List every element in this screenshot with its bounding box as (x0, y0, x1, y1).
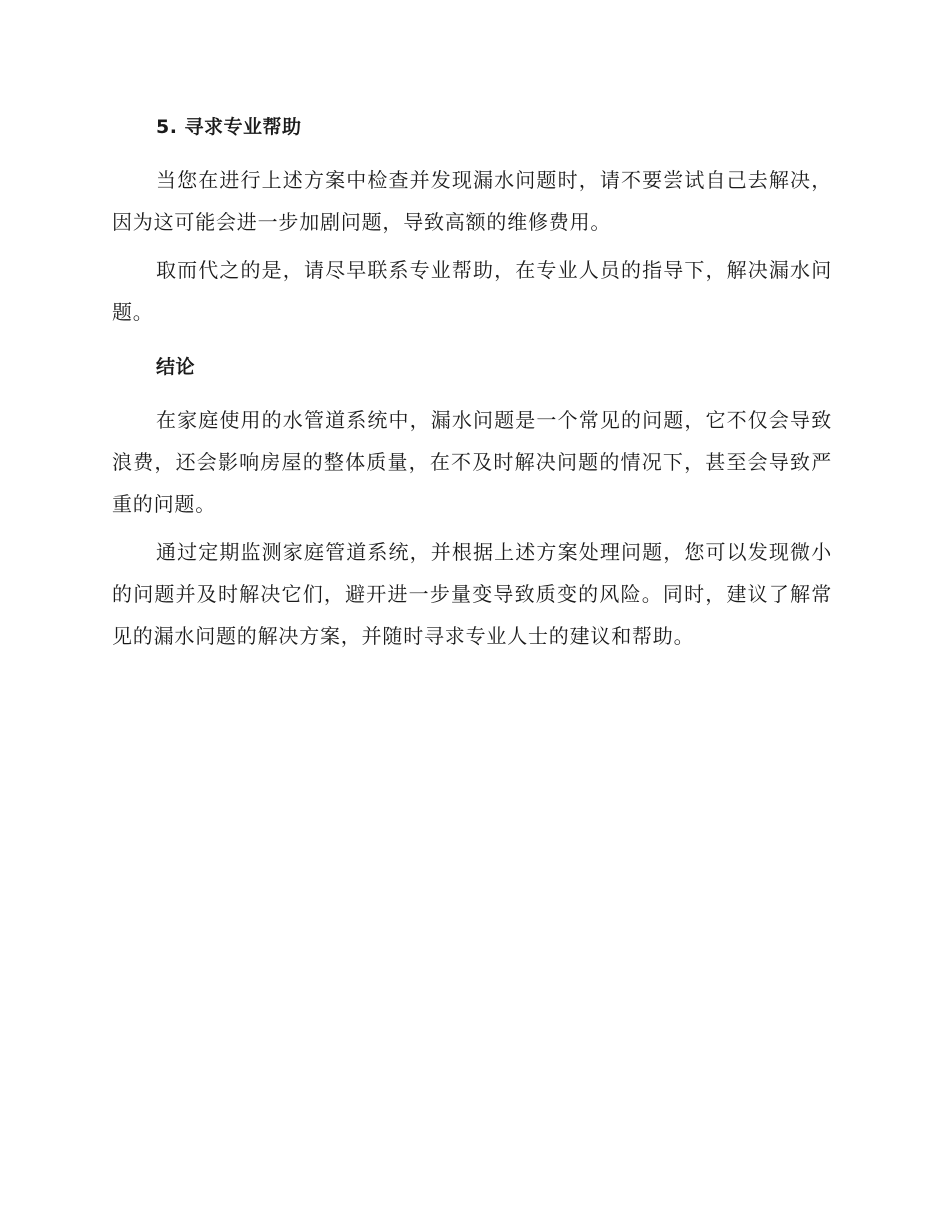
section-heading-seek-help: 5. 寻求专业帮助 (156, 116, 302, 138)
document-body (112, 111, 832, 663)
section-heading-conclusion: 结论 (156, 356, 196, 378)
paragraph: 在家庭使用的水管道系统中，漏水问题是一个常见的问题，它不仅会导致浪费，还会影响房屋的整体质量，在不及时解决问题的情况下，甚至会导致严重的问题。 (112, 408, 832, 516)
paragraph: 通过定期监测家庭管道系统，并根据上述方案处理问题，您可以发现微小的问题并及时解决它们，避开进一步量变导致质变的风险。同时，建议了解常见的漏水问题的解决方案，并随时寻求专业人士的建议和帮助。 (112, 540, 832, 648)
paragraph: 取而代之的是，请尽早联系专业帮助，在专业人员的指导下，解决漏水问题。 (112, 258, 832, 324)
paragraph: 当您在进行上述方案中检查并发现漏水问题时，请不要尝试自己去解决，因为这可能会进一步加剧问题，导致高额的维修费用。 (112, 168, 832, 234)
